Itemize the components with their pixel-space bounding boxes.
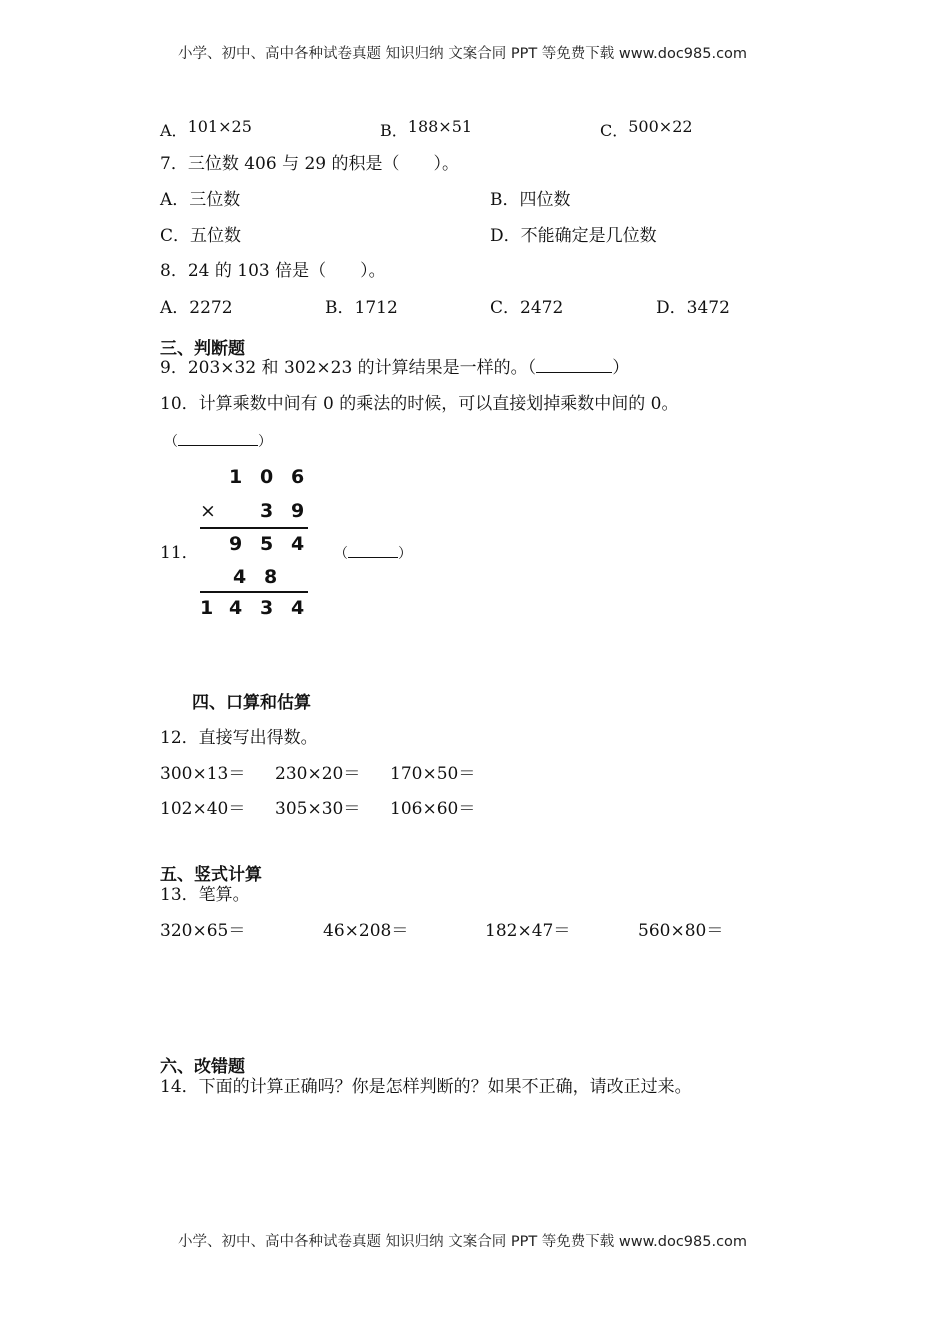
q11-rule-2 [200, 591, 308, 593]
q11-digit: 6 [291, 466, 305, 488]
option-label: B． [325, 298, 355, 318]
q13-item: 320×65＝ [160, 921, 246, 941]
q10-close: ） [258, 434, 272, 450]
q10-answer-blank[interactable] [178, 431, 258, 446]
option-text: 188×51 [407, 117, 473, 136]
q12-item: 102×40＝ [160, 799, 246, 819]
q11-digit: 5 [260, 533, 274, 555]
q13-stem: 13．笔算。 [160, 885, 250, 905]
q12-item: 305×30＝ [275, 799, 361, 819]
q7-stem: 7．三位数 406 与 29 的积是（ ）。 [160, 154, 460, 174]
q11-digit: 1 [229, 466, 243, 488]
option-label: D． [656, 298, 687, 318]
q11-digit: 4 [291, 597, 305, 619]
q11-digit: 4 [229, 597, 243, 619]
q12-stem: 12．直接写出得数。 [160, 728, 318, 748]
q11-digit: 1 [200, 597, 214, 619]
q12-item: 230×20＝ [275, 764, 361, 784]
q13-item: 560×80＝ [638, 921, 724, 941]
q11-close: ） [398, 546, 412, 562]
option-text: 五位数 [190, 226, 242, 246]
option-label: B． [490, 190, 520, 210]
q7-option-d [490, 226, 657, 246]
section-heading-judgement: 三、判断题 [160, 339, 245, 359]
q8-stem: 8．24 的 103 倍是（ ）。 [160, 261, 386, 281]
option-text: 四位数 [519, 190, 571, 210]
option-label: A． [160, 298, 190, 318]
q11-number: 11． [160, 543, 199, 563]
q8-option-d [656, 298, 730, 318]
option-label: C． [490, 298, 521, 318]
q9-close: ） [612, 358, 630, 378]
option-label: C． [160, 226, 191, 246]
option-label: A． [160, 121, 188, 140]
q11-answer [334, 543, 412, 564]
q6-option-c [600, 118, 693, 141]
option-text: 2472 [520, 298, 564, 318]
q10-open: （ [164, 434, 178, 450]
q12-item: 106×60＝ [390, 799, 476, 819]
option-text: 不能确定是几位数 [520, 226, 657, 246]
option-text: 3472 [686, 298, 730, 318]
option-label: B． [380, 121, 408, 140]
q7-option-a [160, 190, 240, 210]
q11-digit: 4 [233, 566, 247, 588]
q6-option-b [380, 118, 472, 141]
q11-digit: 8 [264, 566, 278, 588]
section-heading-correction: 六、改错题 [160, 1057, 245, 1077]
q11-digit: 4 [291, 533, 305, 555]
q13-item: 182×47＝ [485, 921, 571, 941]
q9-text: 9．203×32 和 302×23 的计算结果是一样的。（ [160, 358, 537, 378]
option-text: 101×25 [187, 117, 252, 136]
q6-option-a [160, 118, 252, 141]
option-text: 三位数 [189, 190, 241, 210]
q11-digit: 9 [229, 533, 243, 555]
section-heading-vertical-calc: 五、竖式计算 [160, 865, 262, 885]
q12-item: 300×13＝ [160, 764, 246, 784]
q11-digit: 9 [291, 500, 305, 522]
q10-answer [164, 431, 272, 452]
page-footer: 小学、初中、高中各种试卷真题 知识归纳 文案合同 PPT 等免费下载 www.doc985.com [178, 1234, 748, 1250]
q11-digit: 0 [260, 466, 274, 488]
option-text: 500×22 [628, 117, 693, 136]
q11-open: （ [334, 546, 348, 562]
q10-text: 10．计算乘数中间有 0 的乘法的时候，可以直接划掉乘数中间的 0。 [160, 394, 679, 414]
option-label: D． [490, 226, 521, 246]
q14-text: 14．下面的计算正确吗？你是怎样判断的？如果不正确，请改正过来。 [160, 1077, 692, 1097]
q8-option-a [160, 298, 233, 318]
q11-times-sign: × [200, 500, 216, 522]
q11-rule-1 [200, 527, 308, 529]
option-label: C． [600, 121, 629, 140]
q11-digit: 3 [260, 500, 274, 522]
q11-answer-blank[interactable] [348, 543, 398, 558]
q8-option-c [490, 298, 563, 318]
section-heading-mental-math: 四、口算和估算 [192, 693, 311, 713]
q7-option-b [490, 190, 571, 210]
q9 [160, 358, 629, 378]
q11-digit: 3 [260, 597, 274, 619]
q8-option-b [325, 298, 398, 318]
option-text: 2272 [189, 298, 233, 318]
q9-answer-blank[interactable] [536, 358, 612, 373]
q12-item: 170×50＝ [390, 764, 476, 784]
q7-option-c [160, 226, 241, 246]
page-header: 小学、初中、高中各种试卷真题 知识归纳 文案合同 PPT 等免费下载 www.doc985.com [178, 46, 748, 62]
option-label: A． [160, 190, 190, 210]
option-text: 1712 [354, 298, 398, 318]
q13-item: 46×208＝ [323, 921, 409, 941]
